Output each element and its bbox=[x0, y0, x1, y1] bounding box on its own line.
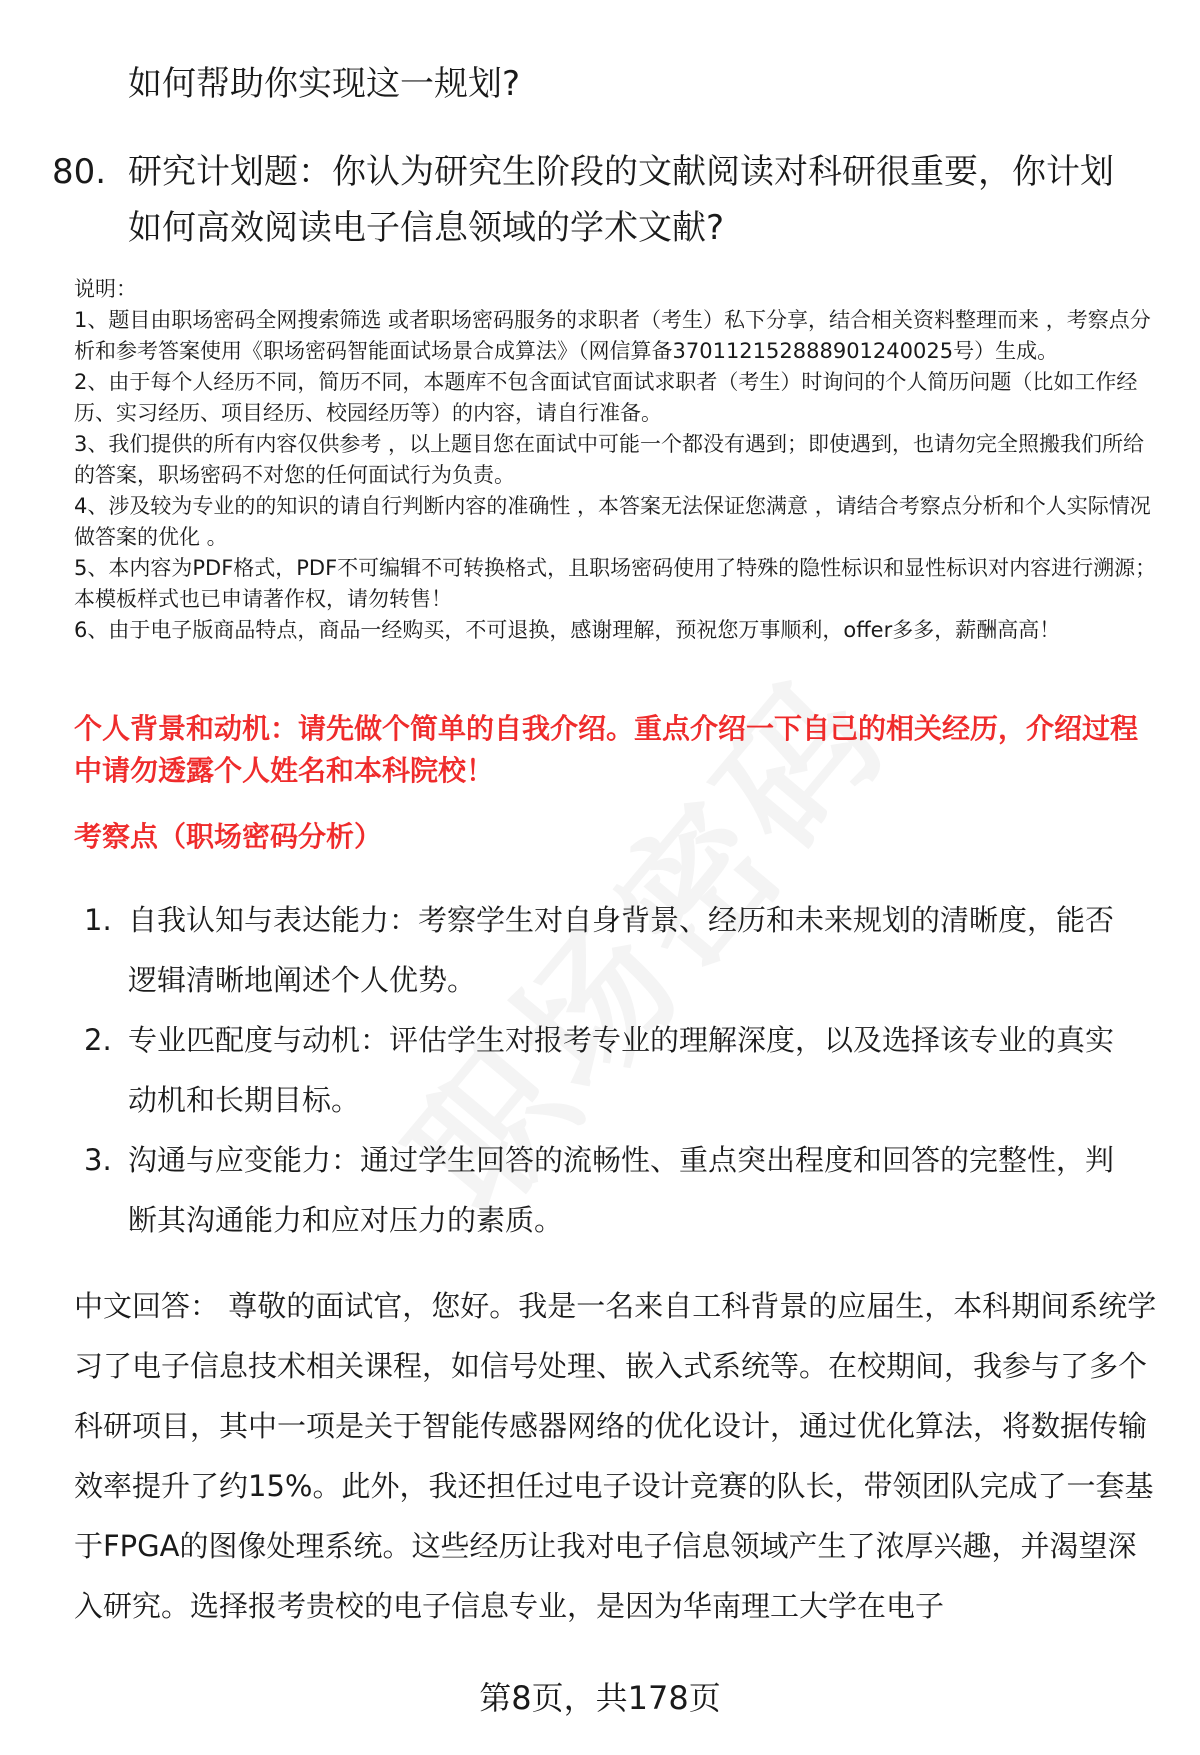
notes-section bbox=[74, 274, 1160, 646]
analysis-point bbox=[84, 890, 1150, 1010]
analysis-point bbox=[84, 1130, 1150, 1250]
point-text: 自我认知与表达能力：考察学生对自身背景、经历和未来规划的清晰度，能否逻辑清晰地阐述个人优势。 bbox=[128, 903, 1115, 997]
answer-text: 尊敬的面试官，您好。我是一名来自工科背景的应届生，本科期间系统学习了电子信息技术相关课程，如信号处理、嵌入式系统等。在校期间，我参与了多个科研项目，其中一项是关于智能传感器网络的优化设计，通过优化算法，将数据传输效率提升了约15%。此外，我还担任过电子设计竞赛的队长，带领团队完成了一套基于FPGA的图像处理系统。这些经历让我对电子信息领域产生了浓厚兴趣，并渴望深入研究。选择报考贵校的电子信息专业，是因为华南理工大学在电子 bbox=[74, 1289, 1157, 1623]
question-continuation: 如何帮助你实现这一规划? bbox=[128, 64, 521, 104]
note-item: 2、由于每个人经历不同，简历不同，本题库不包含面试官面试求职者（考生）时询问的个人简历问题（比如工作经历、实习经历、项目经历、校园经历等）的内容，请自行准备。 bbox=[74, 370, 1138, 425]
note-item: 3、我们提供的所有内容仅供参考 ，以上题目您在面试中可能一个都没有遇到；即使遇到，也请勿完全照搬我们所给的答案，职场密码不对您的任何面试行为负责。 bbox=[74, 432, 1145, 487]
page-number: 第8页，共178页 bbox=[479, 1679, 721, 1717]
analysis-point bbox=[84, 1010, 1150, 1130]
note-item: 5、本内容为PDF格式，PDF不可编辑不可转换格式，且职场密码使用了特殊的隐性标识和显性标识对内容进行溯源；本模板样式也已申请著作权，请勿转售！ bbox=[74, 556, 1157, 611]
question-text: 研究计划题：你认为研究生阶段的文献阅读对科研很重要，你计划如何高效阅读电子信息领域的学术文献? bbox=[128, 152, 1114, 248]
analysis-points-list bbox=[84, 890, 1150, 1250]
point-number: 3. bbox=[84, 1143, 112, 1177]
section-heading: 个人背景和动机：请先做个简单的自我介绍。重点介绍一下自己的相关经历，介绍过程中请勿透露个人姓名和本科院校！ bbox=[74, 712, 1139, 787]
note-item: 6、由于电子版商品特点，商品一经购买，不可退换，感谢理解，预祝您万事顺利，offer多多，薪酬高高！ bbox=[74, 618, 1061, 642]
notes-title: 说明： bbox=[74, 277, 137, 301]
answer-paragraph bbox=[74, 1276, 1160, 1636]
point-text: 专业匹配度与动机：评估学生对报考专业的理解深度，以及选择该专业的真实动机和长期目标。 bbox=[128, 1023, 1115, 1117]
note-item: 1、题目由职场密码全网搜索筛选 或者职场密码服务的求职者（考生）私下分享，结合相关资料整理而来 ，考察点分析和参考答案使用《职场密码智能面试场景合成算法》（网信算备370112152888901240025号）生成。 bbox=[74, 308, 1151, 363]
point-number: 2. bbox=[84, 1023, 112, 1057]
question-80 bbox=[52, 144, 1152, 256]
answer-label: 中文回答： bbox=[74, 1289, 220, 1323]
point-number: 1. bbox=[84, 903, 112, 937]
question-number: 80. bbox=[52, 152, 107, 192]
analysis-heading: 考察点（职场密码分析） bbox=[74, 820, 383, 853]
point-text: 沟通与应变能力：通过学生回答的流畅性、重点突出程度和回答的完整性，判断其沟通能力和应对压力的素质。 bbox=[128, 1143, 1115, 1237]
note-item: 4、涉及较为专业的的知识的请自行判断内容的准确性 ，本答案无法保证您满意 ，请结合考察点分析和个人实际情况做答案的优化 。 bbox=[74, 494, 1151, 549]
